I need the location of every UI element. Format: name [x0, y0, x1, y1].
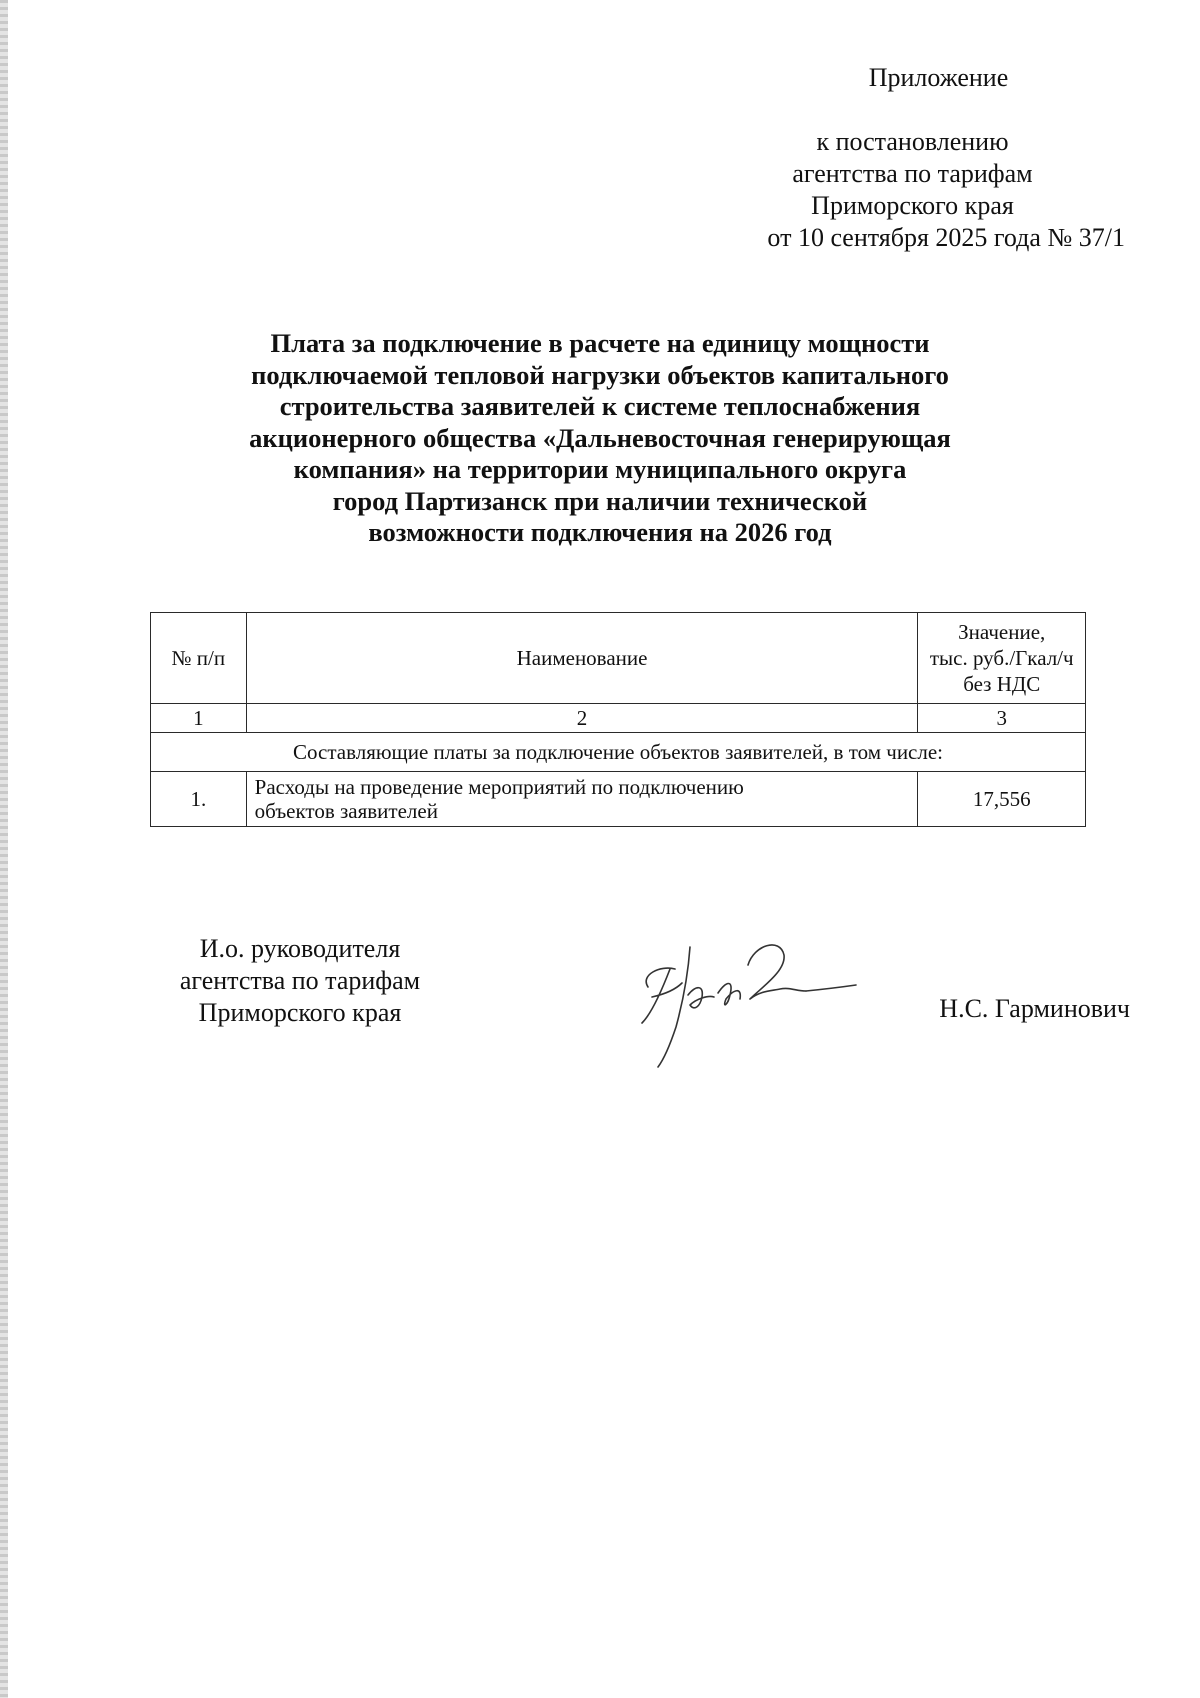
- appendix-ref-line: агентства по тарифам: [792, 159, 1033, 188]
- appendix-ref-line: к постановлению: [816, 127, 1009, 156]
- handwritten-signature: [630, 935, 860, 1075]
- column-index-cell: 1: [151, 704, 247, 733]
- header-value-line: тыс. руб./Гкал/ч: [929, 646, 1074, 670]
- header-value-line: без НДС: [963, 672, 1041, 696]
- document-title: [150, 328, 1050, 549]
- table-row: [151, 772, 1086, 827]
- column-index-row: [151, 704, 1086, 733]
- signer-position-line: Приморского края: [198, 998, 402, 1027]
- appendix-block: [700, 62, 1125, 254]
- appendix-ref-line: Приморского края: [811, 191, 1014, 220]
- row-value-cell: 17,556: [918, 772, 1086, 827]
- row-name-line: объектов заявителей: [254, 799, 438, 823]
- column-index-cell: 3: [918, 704, 1086, 733]
- title-line: возможности подключения на 2026 год: [368, 517, 832, 547]
- header-value: [918, 613, 1086, 704]
- title-line: город Партизанск при наличии технической: [332, 485, 868, 516]
- section-cell: Составляющие платы за подключение объектов заявителей, в том числе:: [151, 733, 1086, 772]
- title-line: акционерного общества «Дальневосточная генерирующая: [249, 422, 951, 453]
- column-index-cell: 2: [246, 704, 918, 733]
- row-num-cell: 1.: [151, 772, 247, 827]
- title-line: подключаемой тепловой нагрузки объектов капитального: [251, 359, 949, 390]
- row-name-line: Расходы на проведение мероприятий по подключению: [254, 775, 744, 799]
- header-value-line: Значение,: [958, 620, 1046, 644]
- table-header-row: [151, 613, 1086, 704]
- title-line: Плата за подключение в расчете на единицу мощности: [270, 328, 930, 358]
- header-name: Наименование: [246, 613, 918, 704]
- signer-position-line: агентства по тарифам: [179, 966, 421, 995]
- appendix-date-line: от 10 сентября 2025 года № 37/1: [767, 223, 1125, 252]
- signer-position: [150, 933, 450, 1029]
- section-row: [151, 733, 1086, 772]
- appendix-heading: Приложение: [868, 63, 1009, 92]
- title-line: строительства заявителей к системе теплоснабжения: [279, 391, 921, 421]
- signer-position-line: И.о. руководителя: [199, 934, 401, 963]
- title-line: компания» на территории муниципального округа: [293, 454, 907, 484]
- header-num: № п/п: [151, 613, 247, 704]
- row-name-cell: [246, 772, 918, 827]
- signer-name: Н.С. Гарминович: [939, 994, 1130, 1023]
- scan-edge: [0, 0, 8, 1698]
- tariff-table: [150, 612, 1086, 827]
